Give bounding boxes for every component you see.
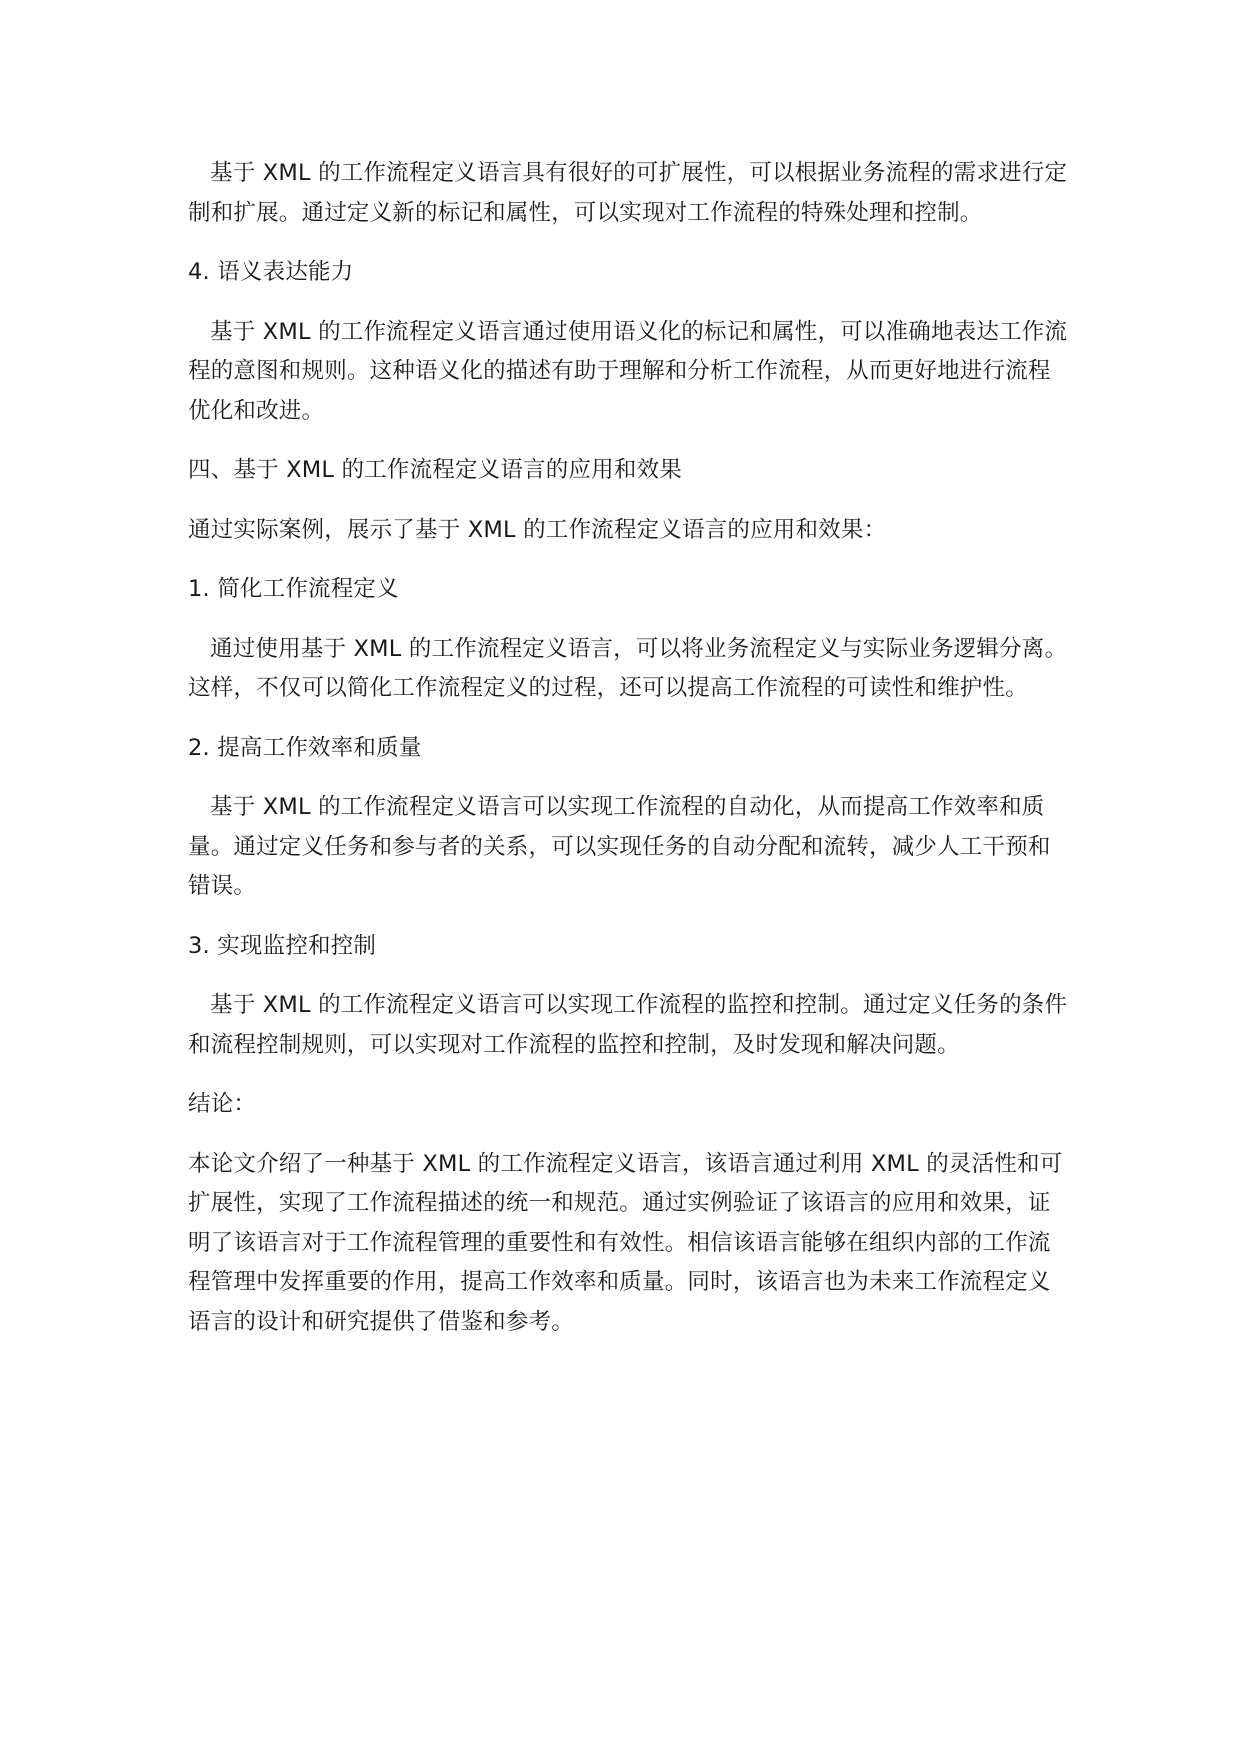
paragraph-simplify: 通过使用基于 XML 的工作流程定义语言，可以将业务流程定义与实际业务逻辑分离。这样，不仅可以简化工作流程定义的过程，还可以提高工作流程的可读性和维护性。 (188, 635, 1068, 701)
paragraph-efficiency: 基于 XML 的工作流程定义语言可以实现工作流程的自动化，从而提高工作效率和质量。通过定义任务和参与者的关系，可以实现任务的自动分配和流转，减少人工干预和错误。 (188, 794, 1051, 899)
paragraph-semantic-expression: 基于 XML 的工作流程定义语言通过使用语义化的标记和属性，可以准确地表达工作流程的意图和规则。这种语义化的描述有助于理解和分析工作流程，从而更好地进行流程优化和改进。 (188, 318, 1068, 424)
paragraph-monitoring: 基于 XML 的工作流程定义语言可以实现工作流程的监控和控制。通过定义任务的条件和流程控制规则，可以实现对工作流程的监控和控制，及时发现和解决问题。 (188, 992, 1068, 1058)
heading-efficiency: 2. 提高工作效率和质量 (188, 734, 422, 761)
paragraph-application-intro: 通过实际案例，展示了基于 XML 的工作流程定义语言的应用和效果： (188, 516, 887, 543)
heading-monitoring: 3. 实现监控和控制 (188, 932, 377, 959)
heading-simplify: 1. 简化工作流程定义 (188, 576, 399, 602)
heading-semantic-expression: 4. 语义表达能力 (188, 259, 354, 285)
paragraph-extensibility: 基于 XML 的工作流程定义语言具有很好的可扩展性，可以根据业务流程的需求进行定制和扩展。通过定义新的标记和属性，可以实现对工作流程的特殊处理和控制。 (188, 160, 1068, 226)
section-heading-application: 四、基于 XML 的工作流程定义语言的应用和效果 (188, 457, 682, 483)
paragraph-conclusion: 本论文介绍了一种基于 XML 的工作流程定义语言，该语言通过利用 XML 的灵活性和可扩展性，实现了工作流程描述的统一和规范。通过实例验证了该语言的应用和效果，证明了该语言对于工作流程管理的重要性和有效性。相信该语言能够在组织内部的工作流程管理中发挥重要的作用，提高工作效率和质量。同时，该语言也为未来工作流程定义语言的设计和研究提供了借鉴和参考。 (188, 1150, 1063, 1335)
heading-conclusion: 结论： (188, 1091, 257, 1117)
document-body (188, 154, 1068, 1362)
